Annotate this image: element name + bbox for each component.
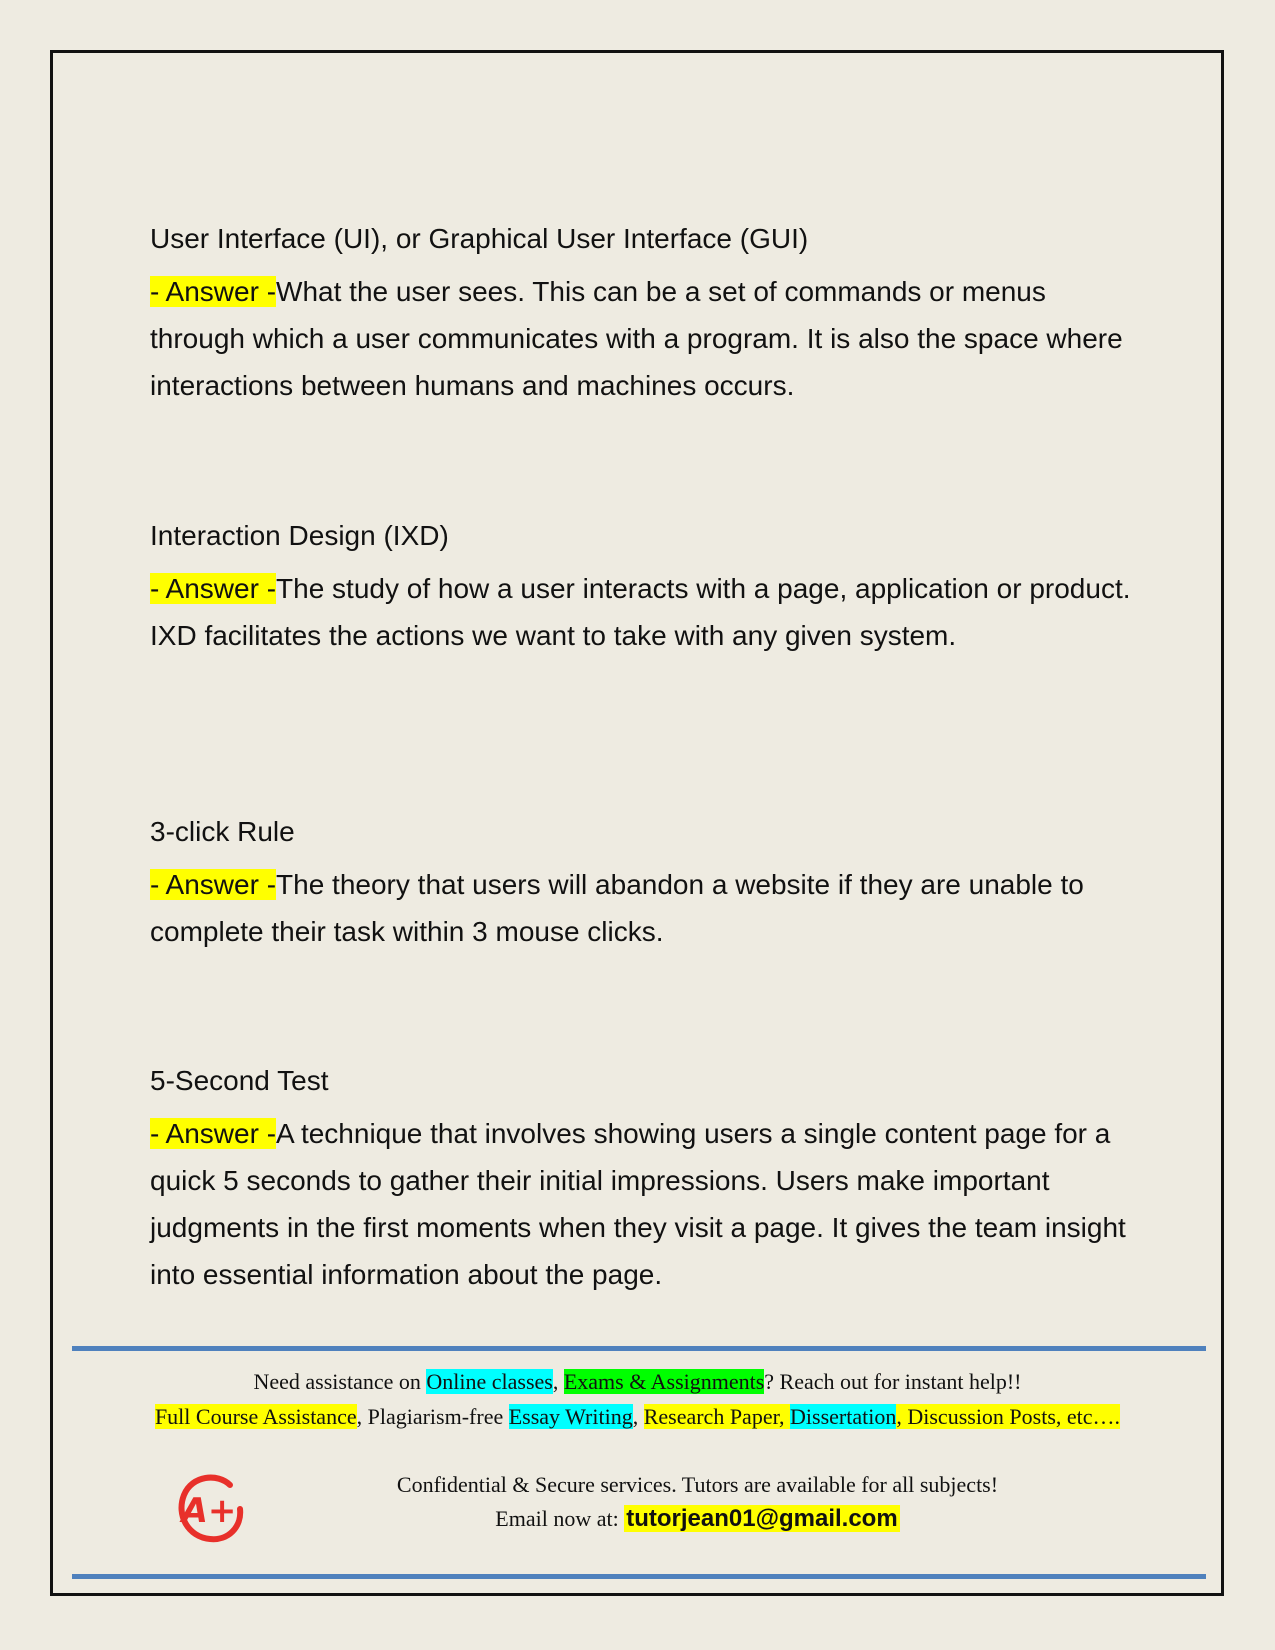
term-5-second-test: 5-Second Test [150,1065,329,1096]
footer-line-4 [120,1504,1275,1534]
answer-ixd [150,565,1140,659]
research-paper-highlight: Research Paper, [643,1404,791,1429]
footer-line-2 [60,1402,1215,1432]
logo-text: A+ [181,1491,237,1531]
footer-text: Need assistance on [253,1369,427,1394]
answer-ui [150,268,1140,409]
full-course-highlight: Full Course Assistance [154,1404,357,1429]
exams-highlight: Exams & Assignments [563,1369,765,1394]
answer-label: - Answer - [150,276,277,307]
email-link[interactable]: tutorjean01@gmail.com [626,1505,898,1532]
answer-text: The theory that users will abandon a website if they are unable to complete their task within 3 mouse clicks. [150,869,1084,947]
term-ui: User Interface (UI), or Graphical User Interface (GUI) [150,223,809,254]
answer-text: The study of how a user interacts with a page, application or product. IXD facilitates the actions we want to take with any given system. [150,573,1131,651]
footer-text: , Plagiarism-free [356,1404,509,1429]
answer-text: A technique that involves showing users a single content page for a quick 5 seconds to gather their initial impressions. Users make important judgments in the first moments when they visit a page. It gives the team insight into essential information about the page. [150,1118,1126,1290]
dissertation-highlight: Dissertation [790,1404,897,1429]
footer-text: , [552,1369,564,1394]
term-3-click-rule: 3-click Rule [150,816,295,847]
answer-5-second-test [150,1110,1140,1298]
answer-label: - Answer - [150,1118,277,1149]
footer-text: Email now at: [495,1506,625,1531]
answer-label: - Answer - [150,869,277,900]
footer-line-3: Confidential & Secure services. Tutors are available for all subjects! [396,1472,999,1497]
answer-label: - Answer - [150,573,277,604]
footer-bottom-rule [72,1574,1206,1579]
online-classes-highlight: Online classes [426,1369,553,1394]
answer-text: What the user sees. This can be a set of commands or menus through which a user communicates with a program. It is also the space where interactions between humans and machines occurs. [150,276,1123,401]
footer-top-rule [72,1346,1206,1351]
footer-text: ? Reach out for instant help!! [764,1369,1022,1394]
term-ixd: Interaction Design (IXD) [150,520,449,551]
footer-line-1 [60,1367,1215,1397]
discussion-posts-highlight: , Discussion Posts, etc…. [896,1404,1121,1429]
footer-text: , [632,1404,644,1429]
essay-writing-highlight: Essay Writing [508,1404,633,1429]
answer-3-click-rule [150,861,1140,955]
